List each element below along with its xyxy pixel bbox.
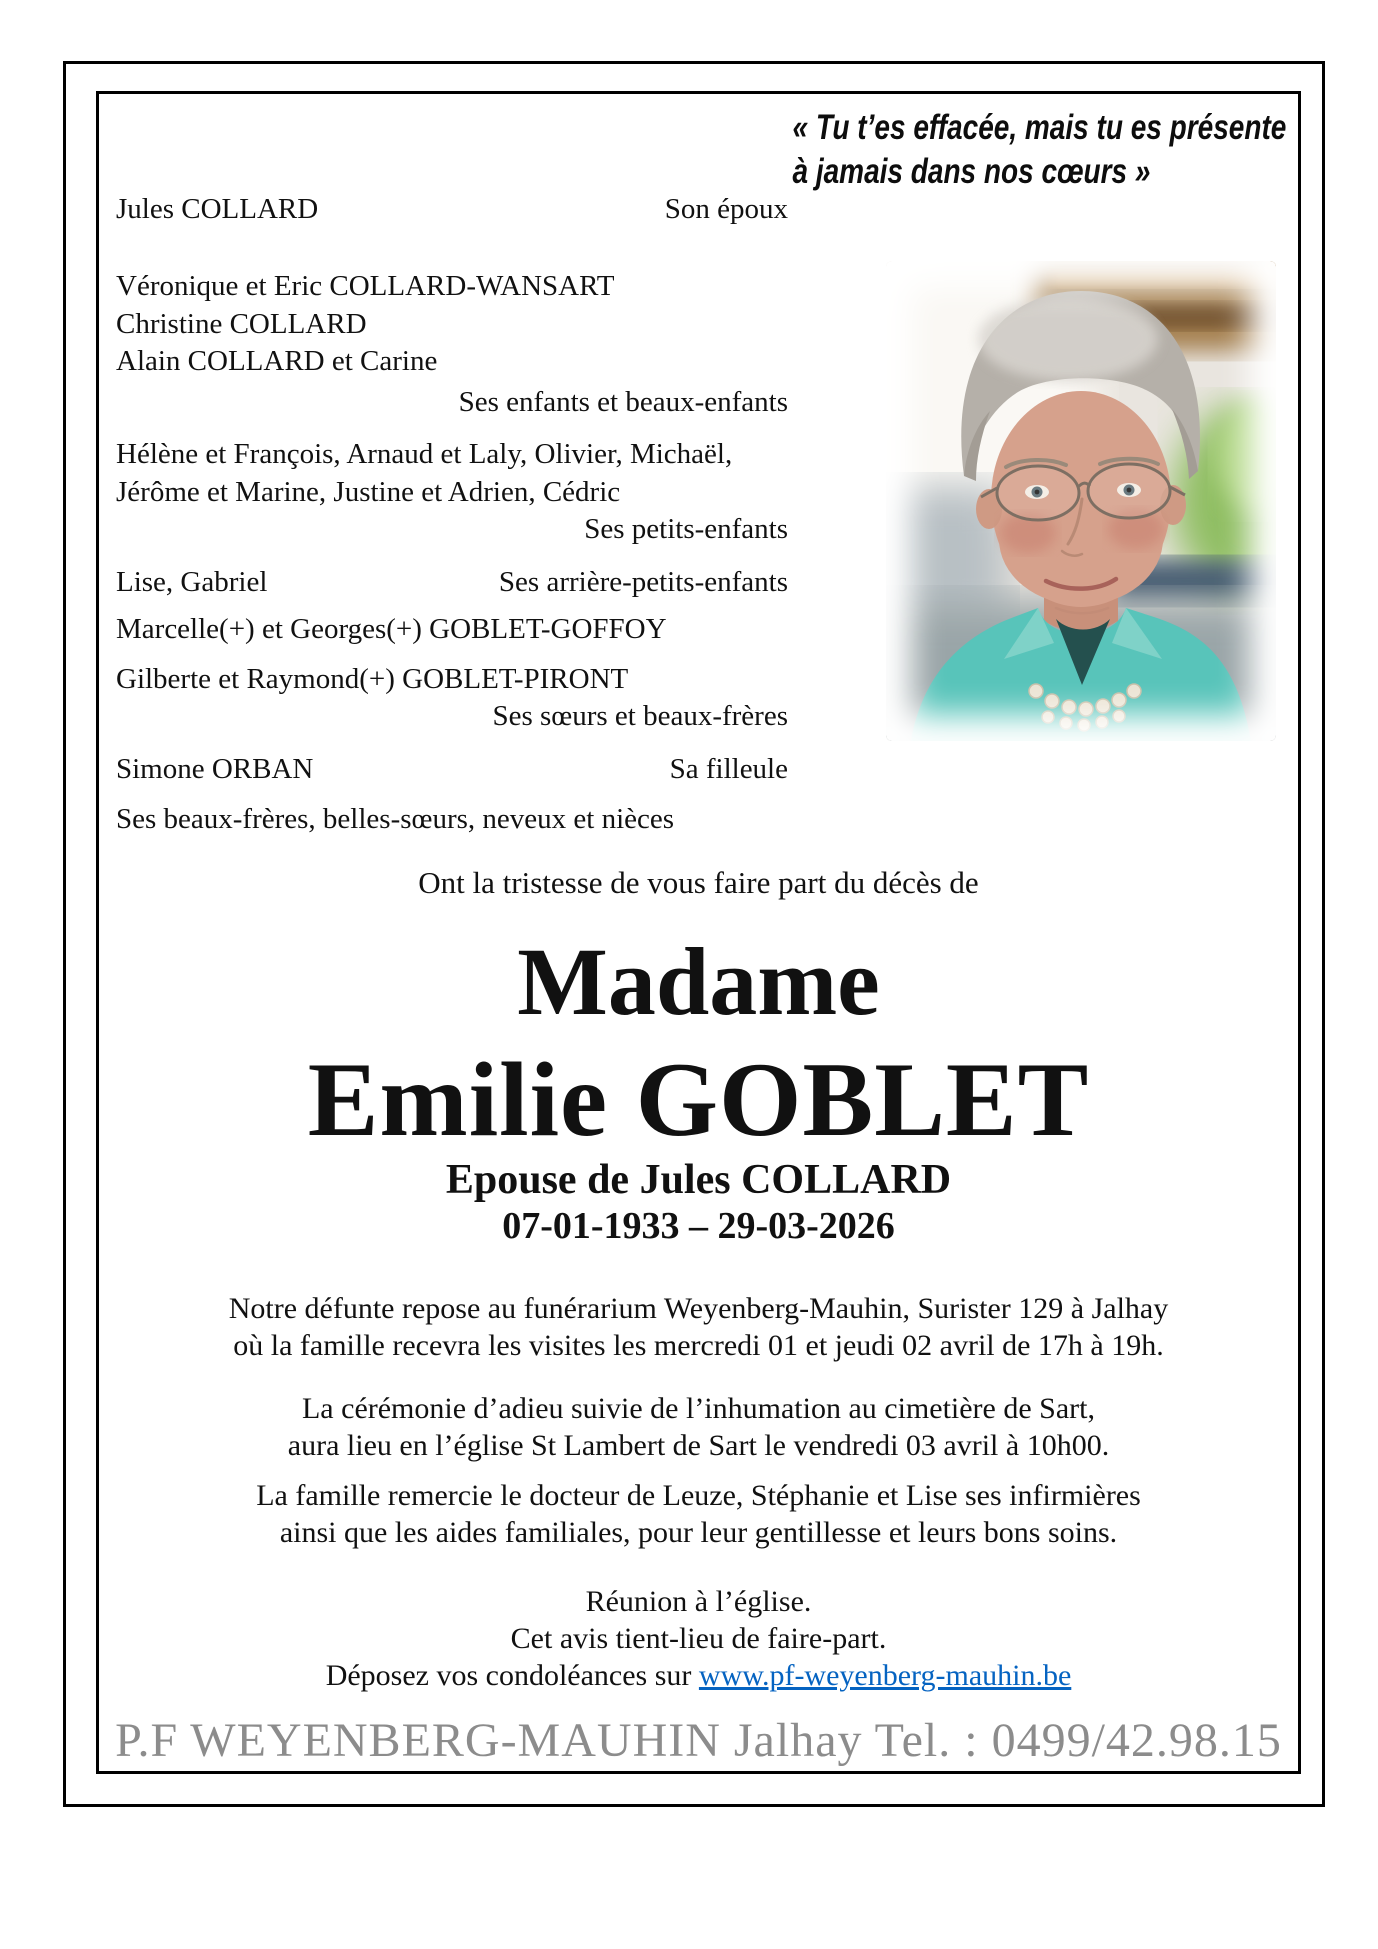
relative-row	[116, 661, 788, 697]
condolences-line	[99, 1657, 1298, 1694]
relative-row	[116, 611, 788, 647]
relative-name: Alain COLLARD et Carine	[116, 345, 438, 377]
relative-row-spouse	[116, 191, 788, 227]
relation-label: Ses petits-enfants	[584, 513, 788, 545]
relative-name: Ses beaux-frères, belles-sœurs, neveux et nièces	[116, 803, 675, 835]
relative-row-inlaws	[116, 801, 788, 837]
relation-label: Sa filleule	[669, 753, 788, 785]
outer-border-frame	[63, 61, 1325, 1807]
relation-label: Son époux	[664, 193, 788, 225]
relative-name: Hélène et François, Arnaud et Laly, Olivier, Michaël,	[116, 438, 733, 470]
relative-row	[116, 306, 788, 342]
relation-label-row-sisters	[116, 698, 788, 734]
condolences-website-link[interactable]: www.pf-weyenberg-mauhin.be	[698, 1659, 1072, 1692]
relative-name: Marcelle(+) et Georges(+) GOBLET-GOFFOY	[116, 613, 667, 645]
memorial-quote	[792, 106, 1286, 194]
portrait-illustration	[886, 261, 1276, 741]
relation-label: Ses sœurs et beaux-frères	[492, 700, 788, 732]
relative-row-great-grandchildren	[116, 564, 788, 600]
closing-line-1: Réunion à l’église.	[585, 1585, 812, 1618]
funeral-home-footer: P.F WEYENBERG-MAUHIN Jalhay Tel. : 0499/42.98.15	[115, 1714, 1282, 1767]
relative-row	[116, 268, 788, 304]
relative-row	[116, 343, 788, 379]
relative-row-goddaughter	[116, 751, 788, 787]
relative-name: Véronique et Eric COLLARD-WANSART	[116, 270, 615, 302]
relation-label: Ses enfants et beaux-enfants	[458, 386, 788, 418]
ceremony-line-2: aura lieu en l’église St Lambert de Sart le vendredi 03 avril à 10h00.	[287, 1429, 1110, 1462]
ceremony-paragraph	[99, 1390, 1298, 1464]
relation-label-row-children	[116, 384, 788, 420]
relation-label-row-grandchildren	[116, 511, 788, 547]
visitation-line-2: où la famille recevra les visites les mercredi 01 et jeudi 02 avril de 17h à 19h.	[233, 1329, 1164, 1362]
portrait-photo	[886, 261, 1276, 741]
closing-line-2: Cet avis tient-lieu de faire-part.	[510, 1622, 887, 1655]
relative-row	[116, 436, 788, 472]
deceased-title: Madame	[517, 928, 880, 1035]
visitation-line-1: Notre défunte repose au funérarium Weyenberg-Mauhin, Surister 129 à Jalhay	[228, 1292, 1169, 1325]
relation-label: Ses arrière-petits-enfants	[498, 566, 788, 598]
relative-name: Christine COLLARD	[116, 308, 367, 340]
relative-name: Simone ORBAN	[116, 753, 314, 785]
relative-name: Gilberte et Raymond(+) GOBLET-PIRONT	[116, 663, 629, 695]
thanks-paragraph	[99, 1477, 1298, 1551]
ceremony-line-1: La cérémonie d’adieu suivie de l’inhumation au cimetière de Sart,	[301, 1392, 1096, 1425]
announcement-intro: Ont la tristesse de vous faire part du décès de	[418, 865, 979, 900]
thanks-line-2: ainsi que les aides familiales, pour leur gentillesse et leurs bons soins.	[279, 1516, 1118, 1549]
spouse-line: Epouse de Jules COLLARD	[445, 1157, 952, 1203]
relative-name: Jérôme et Marine, Justine et Adrien, Cédric	[116, 476, 621, 508]
relative-name: Jules COLLARD	[116, 193, 319, 225]
thanks-line-1: La famille remercie le docteur de Leuze, Stéphanie et Lise ses infirmières	[256, 1479, 1141, 1512]
deceased-name: Emilie GOBLET	[307, 1041, 1090, 1158]
quote-line-1: « Tu t’es effacée, mais tu es présente	[792, 108, 1286, 147]
quote-line-2: à jamais dans nos cœurs »	[792, 152, 1151, 191]
birth-death-dates: 07-01-1933 – 29-03-2026	[502, 1205, 895, 1247]
relative-name: Lise, Gabriel	[116, 566, 268, 598]
condolences-text: Déposez vos condoléances sur	[325, 1659, 699, 1692]
visitation-paragraph	[99, 1290, 1298, 1364]
relative-row	[116, 474, 788, 510]
inner-border-frame	[96, 91, 1301, 1774]
